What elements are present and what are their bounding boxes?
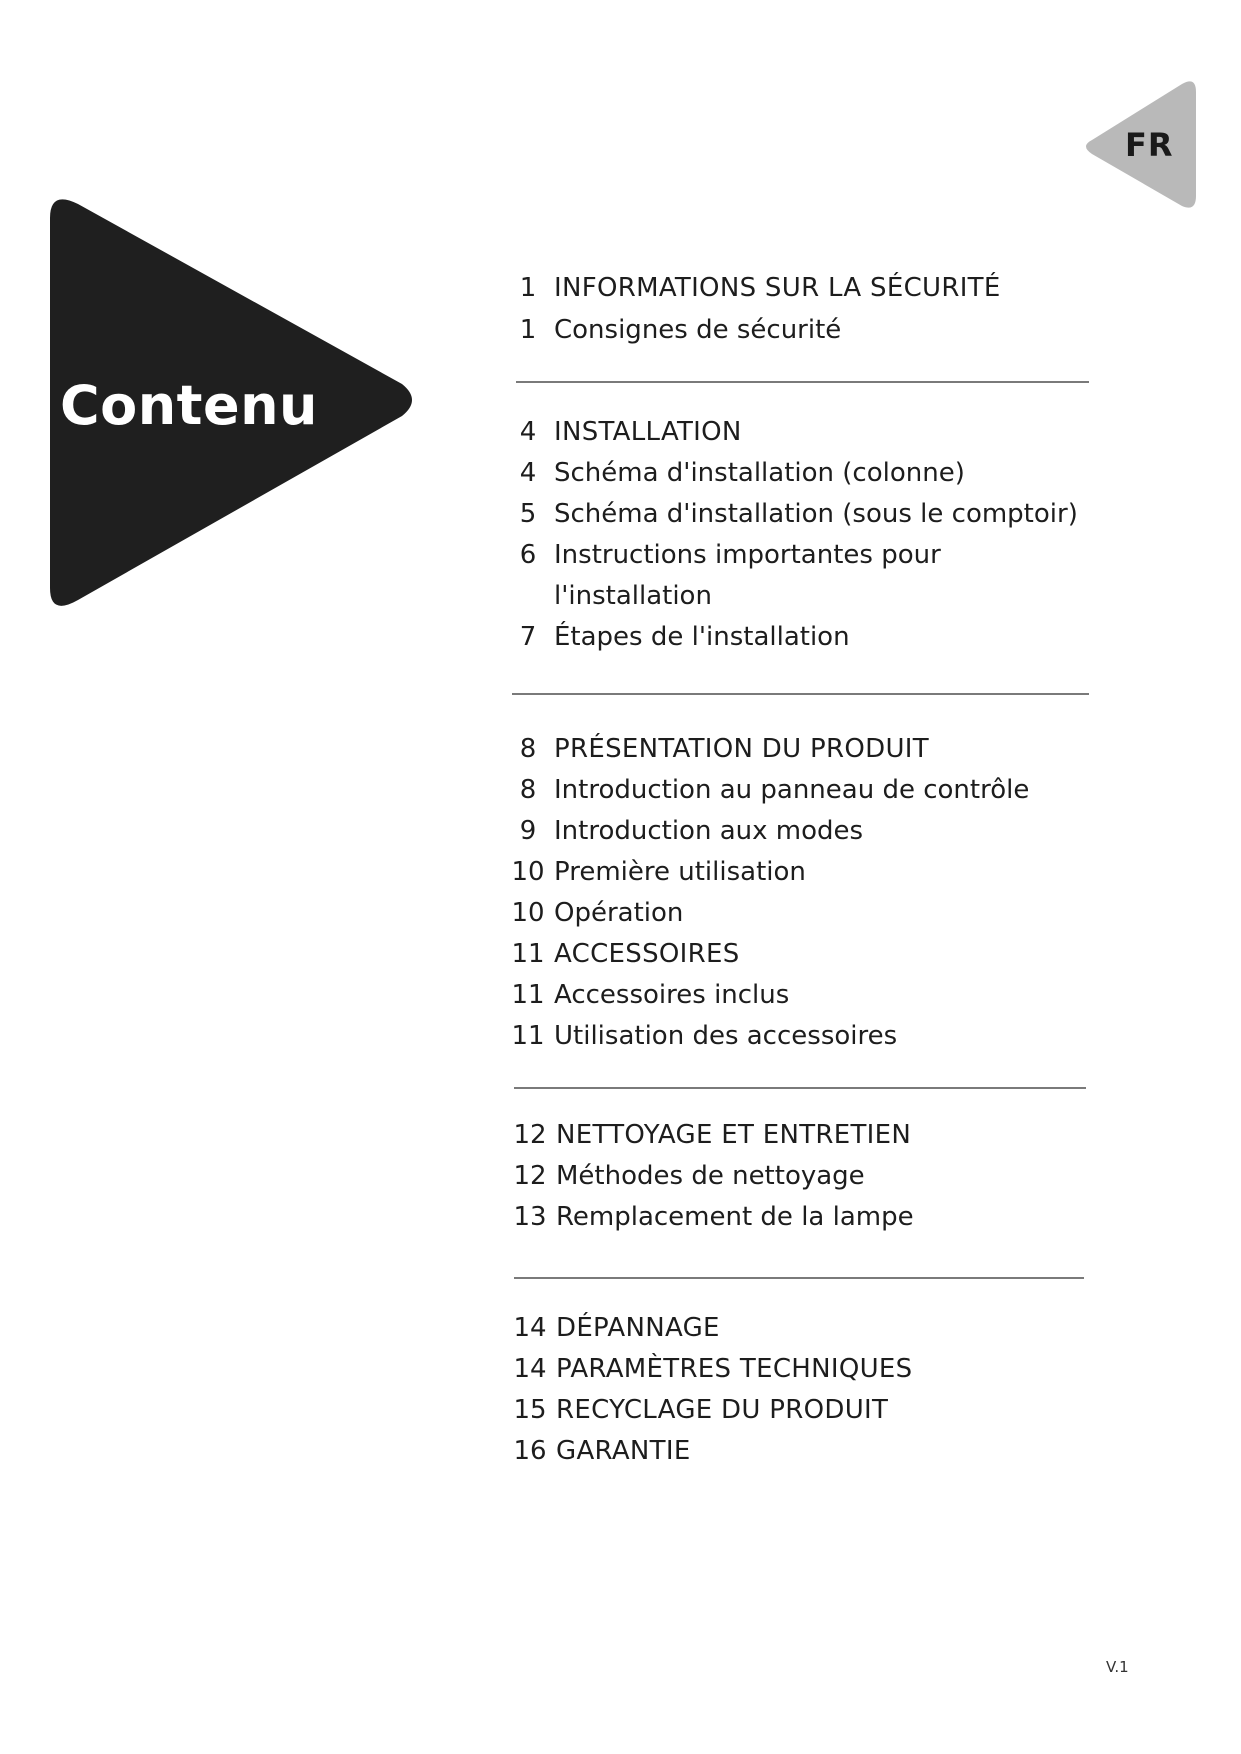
- toc-label: Accessoires inclus: [554, 980, 790, 1010]
- toc-page: 7: [519, 622, 537, 652]
- toc-label: ACCESSOIRES: [554, 939, 740, 969]
- toc-label: DÉPANNAGE: [556, 1313, 720, 1343]
- section-divider: [516, 381, 1089, 383]
- toc-label: Étapes de l'installation: [554, 622, 850, 652]
- toc-page: 4: [519, 458, 537, 488]
- toc-label: Utilisation des accessoires: [554, 1021, 898, 1051]
- toc-page: 10: [511, 898, 545, 928]
- toc-label: Méthodes de nettoyage: [556, 1161, 865, 1191]
- toc-page: 4: [519, 417, 537, 447]
- toc-label: Introduction au panneau de contrôle: [554, 775, 1030, 805]
- toc-page: 14: [513, 1313, 547, 1343]
- toc-page: 5: [519, 499, 537, 529]
- toc-page: 10: [511, 857, 545, 887]
- hero-triangle: [50, 196, 416, 611]
- section-divider: [514, 1277, 1084, 1279]
- section-divider: [512, 693, 1089, 695]
- toc-page: 14: [513, 1354, 547, 1384]
- section-divider: [514, 1087, 1086, 1089]
- toc-label: PRÉSENTATION DU PRODUIT: [554, 734, 929, 764]
- toc-label: Consignes de sécurité: [554, 315, 842, 345]
- toc-label: Opération: [554, 898, 684, 928]
- toc-page: 6: [519, 540, 537, 570]
- toc-label: INSTALLATION: [554, 417, 742, 447]
- toc-page: 8: [519, 734, 537, 764]
- toc-page: 1: [519, 315, 537, 345]
- toc-page: 16: [513, 1436, 547, 1466]
- toc-page: 8: [519, 775, 537, 805]
- version-label: V.1: [1106, 1658, 1129, 1676]
- toc-label: Schéma d'installation (sous le comptoir): [554, 499, 1078, 529]
- toc-label: Remplacement de la lampe: [556, 1202, 914, 1232]
- toc-label: Instructions importantes pour: [554, 540, 941, 570]
- toc-page: 9: [519, 816, 537, 846]
- toc-page: 11: [511, 980, 545, 1010]
- toc-page: 15: [513, 1395, 547, 1425]
- toc-page: 11: [511, 1021, 545, 1051]
- toc-label: INFORMATIONS SUR LA SÉCURITÉ: [554, 273, 1001, 303]
- toc-page: 12: [513, 1161, 547, 1191]
- toc-page: 1: [519, 273, 537, 303]
- toc-label: GARANTIE: [556, 1436, 691, 1466]
- toc-page: 11: [511, 939, 545, 969]
- toc-label: Introduction aux modes: [554, 816, 864, 846]
- toc-label-continued: l'installation: [554, 581, 712, 611]
- toc-label: NETTOYAGE ET ENTRETIEN: [556, 1120, 912, 1150]
- toc-label: RECYCLAGE DU PRODUIT: [556, 1395, 889, 1425]
- toc-page: 13: [513, 1202, 547, 1232]
- toc-label: Schéma d'installation (colonne): [554, 458, 965, 488]
- page-title: Contenu: [60, 374, 318, 437]
- toc-page: 12: [513, 1120, 547, 1150]
- toc-label: PARAMÈTRES TECHNIQUES: [556, 1354, 913, 1384]
- language-code: FR: [1125, 126, 1174, 164]
- toc-label: Première utilisation: [554, 857, 806, 887]
